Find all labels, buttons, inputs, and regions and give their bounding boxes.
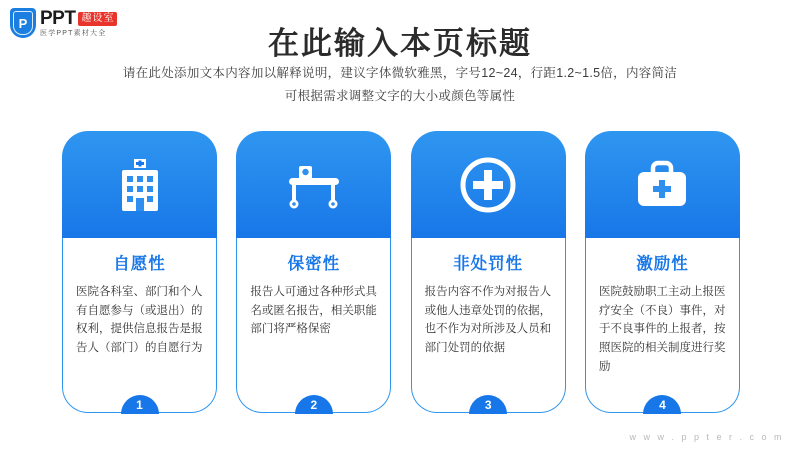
card-item[interactable] <box>236 131 391 413</box>
card-heading: 自愿性 <box>113 255 166 273</box>
logo-subtitle: 医学PPT素材大全 <box>40 30 107 37</box>
card-text: 报告内容不作为对报告人或他人违章处罚的依据，也不作为对所涉及人员和部门处罚的依据 <box>424 286 552 354</box>
card-number: 4 <box>643 395 681 414</box>
card-item[interactable] <box>585 131 740 413</box>
card-item[interactable] <box>62 131 217 413</box>
card-heading: 非处罚性 <box>453 255 524 273</box>
card-icon-header <box>62 131 217 238</box>
card-number: 2 <box>295 395 333 414</box>
page-subtitle-line-2: 可根据需求调整文字的大小或颜色等属性 <box>284 89 516 104</box>
card-number: 3 <box>469 395 507 414</box>
card-list <box>62 131 740 413</box>
logo-title: PPT <box>40 8 76 29</box>
card-number: 1 <box>121 395 159 414</box>
card-text: 报告人可通过各种形式具名或匿名报告，相关职能部门将严格保密 <box>250 286 377 336</box>
footer-watermark: w w w . p p t e r . c o m <box>629 432 784 442</box>
hospital-icon <box>113 157 167 213</box>
page-title: 在此输入本页标题 <box>268 26 532 61</box>
logo-shield-letter: P <box>18 15 28 31</box>
card-body <box>236 238 391 413</box>
card-body <box>411 238 566 413</box>
card-icon-header <box>411 131 566 238</box>
card-icon-header <box>236 131 391 238</box>
logo-badge: 趣设室 <box>78 12 117 26</box>
card-heading: 激励性 <box>636 255 689 273</box>
card-text: 医院各科室、部门和个人有自愿参与（或退出）的权利，提供信息报告是报告人（部门）的自愿行为 <box>76 286 203 354</box>
medical-cross-circle-icon <box>460 157 516 213</box>
card-icon-header <box>585 131 740 238</box>
card-heading: 保密性 <box>287 255 341 273</box>
card-body <box>585 238 740 413</box>
page-subtitle <box>0 62 800 108</box>
page-subtitle-line-1: 请在此处添加文本内容加以解释说明，建议字体微软雅黑，字号12~24，行距1.2~1.5倍，内容简洁 <box>122 66 678 80</box>
card-item[interactable] <box>411 131 566 413</box>
first-aid-kit-icon <box>633 158 691 212</box>
stretcher-icon <box>283 160 345 210</box>
card-body <box>62 238 217 413</box>
card-text: 医院鼓励职工主动上报医疗安全（不良）事件，对于不良事件的上报者，按照医院的相关制度进行奖励 <box>598 286 726 373</box>
